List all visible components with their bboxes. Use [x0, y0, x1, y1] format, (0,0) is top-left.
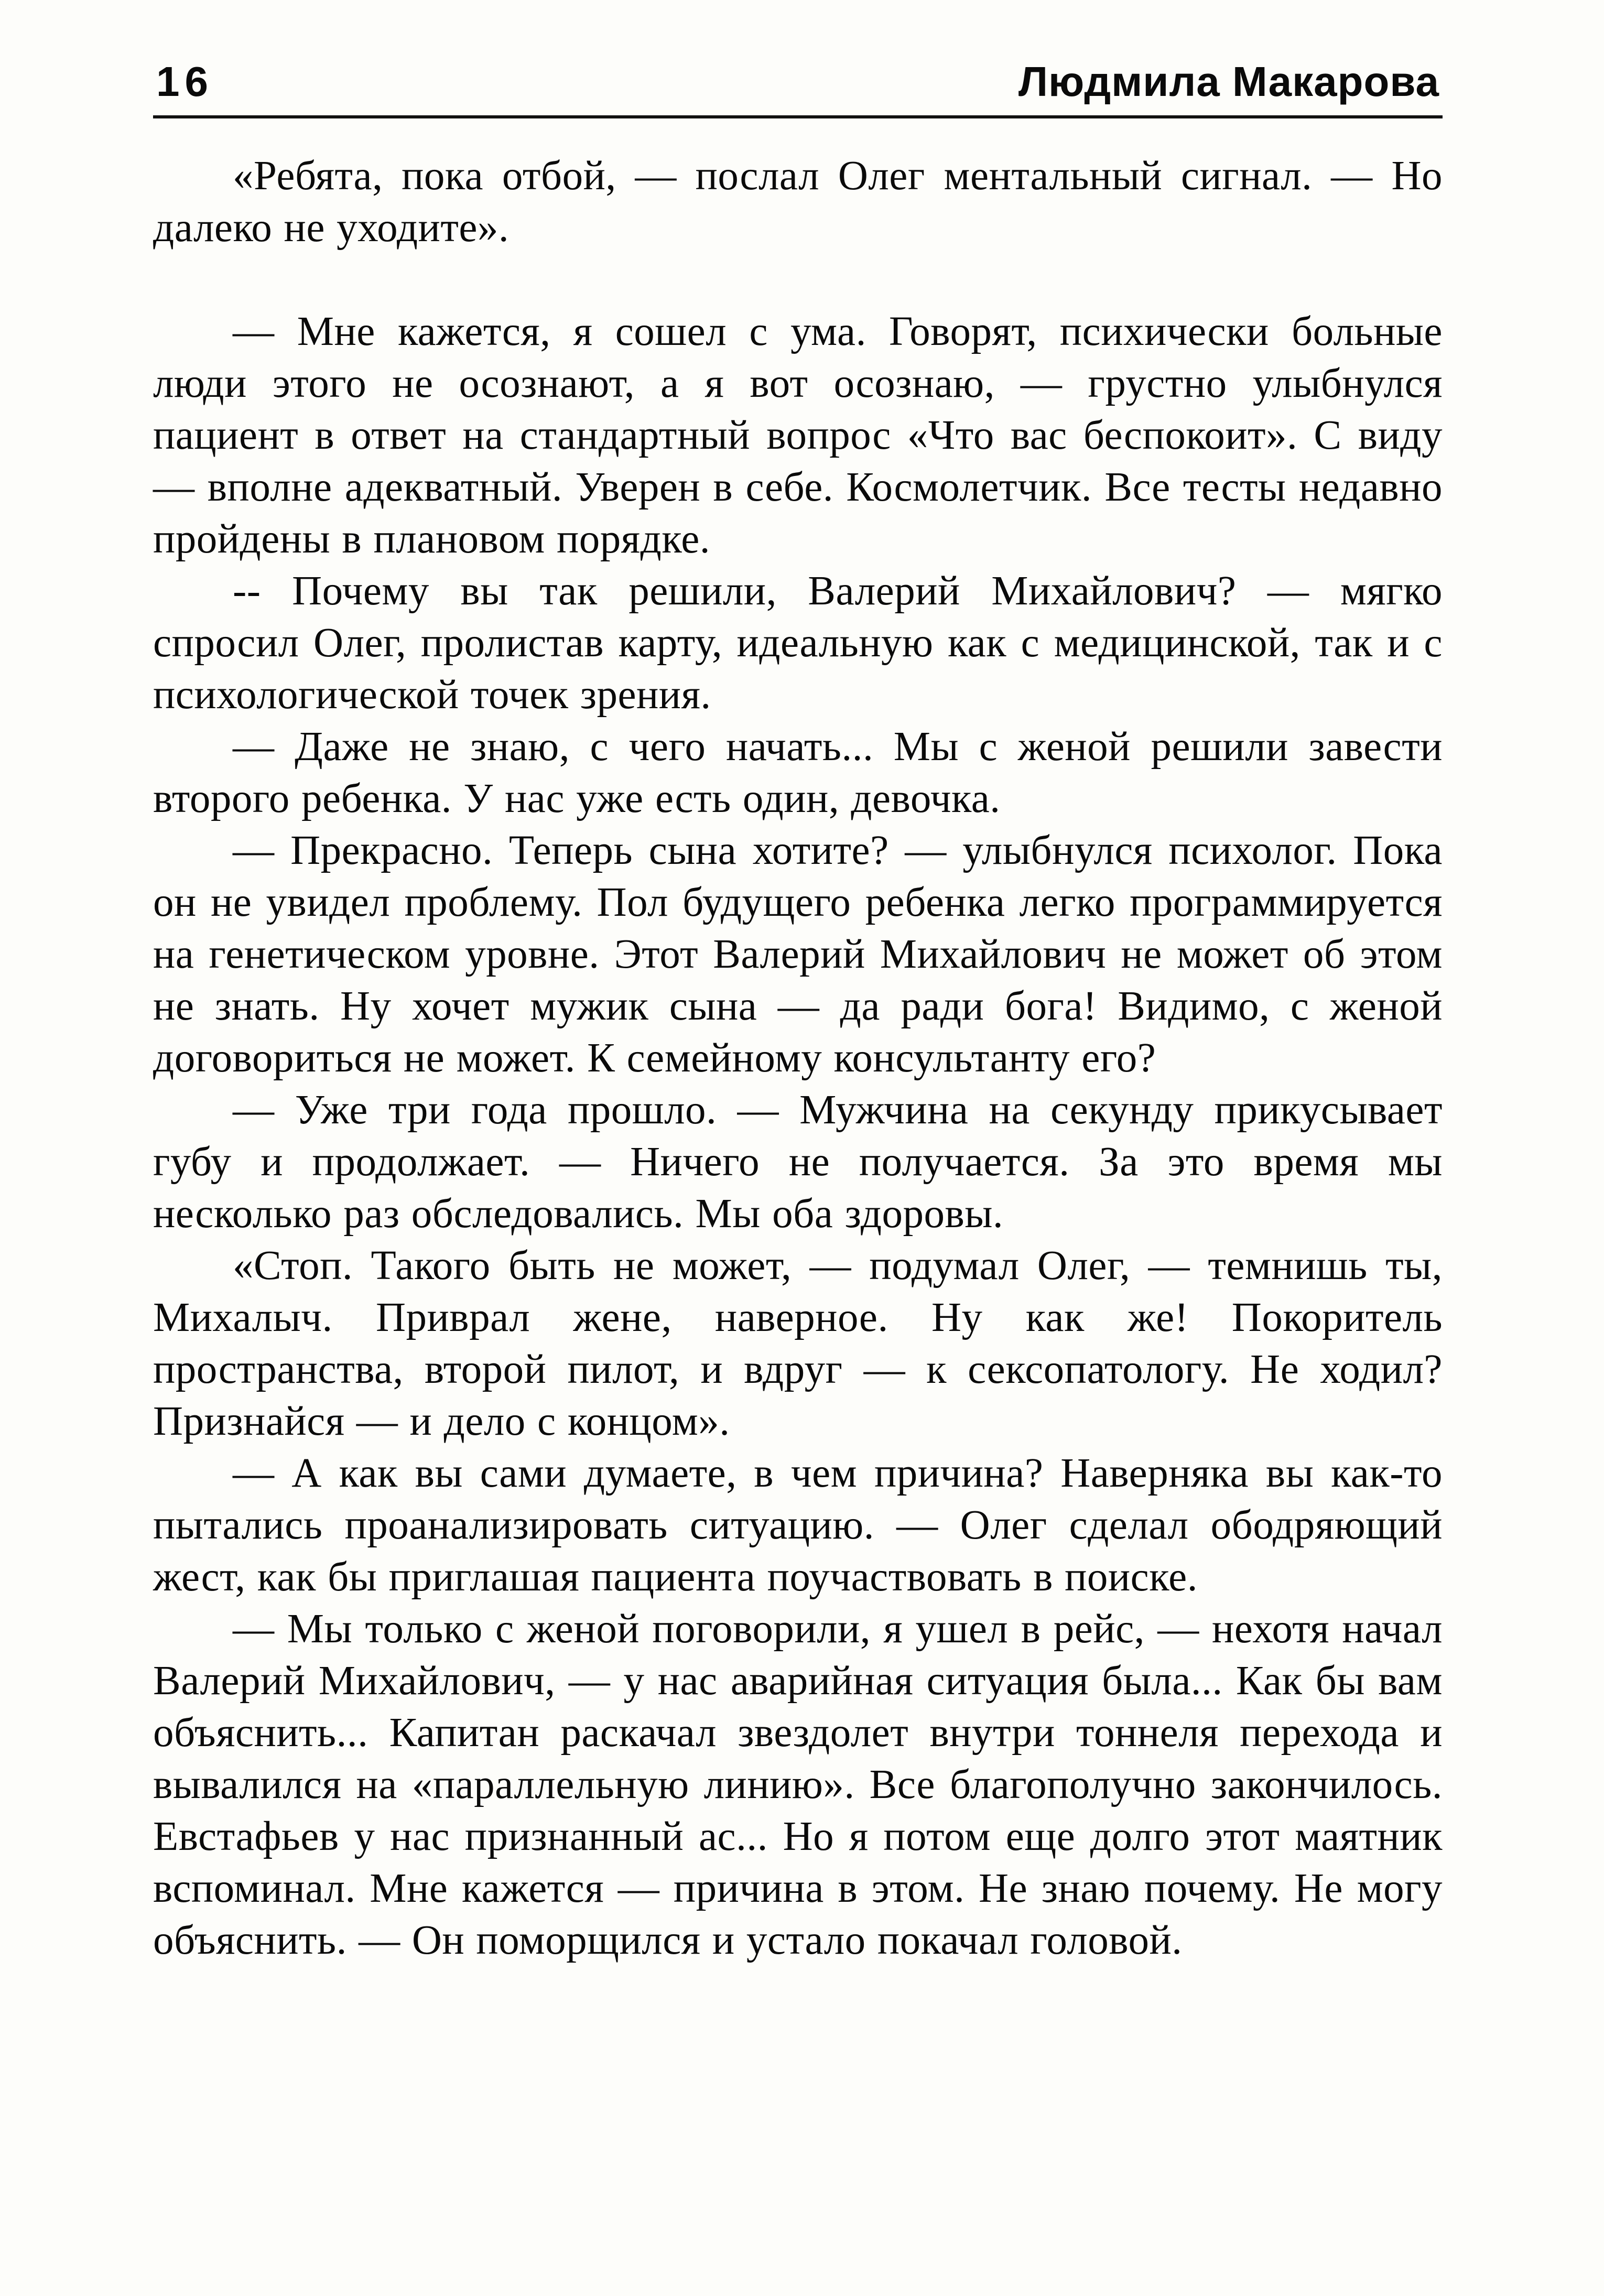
page-text-block — [153, 150, 1443, 1966]
paragraph: -- Почему вы так решили, Валерий Михайлович? — мягко спросил Олег, пролистав карту, идеальную как с медицинской, так и с психологической точек зрения. — [153, 568, 1443, 718]
running-head — [153, 58, 1443, 118]
running-title-author: Людмила Макарова — [1018, 58, 1439, 105]
page-number: 16 — [156, 58, 213, 105]
paragraph: «Стоп. Такого быть не может, — подумал Олег, — темнишь ты, Михалыч. Приврал жене, наверное. Ну как же! Покоритель пространства, второй пилот, и вдруг — к сексопатологу. Не ходил? Признайся — и дело с концом». — [153, 1243, 1443, 1444]
paragraph: — Мне кажется, я сошел с ума. Говорят, психически больные люди этого не осознают, а я вот осознаю, — грустно улыбнулся пациент в ответ на стандартный вопрос «Что вас беспокоит». С виду — вполне адекватный. Уверен в себе. Космолетчик. Все тесты недавно пройдены в плановом порядке. — [153, 309, 1443, 562]
paragraph: «Ребята, пока отбой, — послал Олег ментальный сигнал. — Но далеко не уходите». — [153, 153, 1443, 251]
paragraph: — Мы только с женой поговорили, я ушел в рейс, — нехотя начал Валерий Михайлович, — у нас аварийная ситуация была... Как бы вам объяснить... Капитан раскачал звездолет внутри тоннеля перехода и вывалился на «параллельную линию». Все благополучно закончилось. Евстафьев у нас признанный ас... Но я потом еще долго этот маятник вспоминал. Мне кажется — причина в этом. Не знаю почему. Не могу объяснить. — Он поморщился и устало покачал головой. — [153, 1606, 1443, 1963]
paragraph: — Уже три года прошло. — Мужчина на секунду прикусывает губу и продолжает. — Ничего не получается. За это время мы несколько раз обследовались. Мы оба здоровы. — [153, 1087, 1443, 1237]
paragraph: — А как вы сами думаете, в чем причина? Наверняка вы как-то пытались проанализировать ситуацию. — Олег сделал ободряющий жест, как бы приглашая пациента поучаствовать в поиске. — [153, 1450, 1443, 1600]
paragraph: — Прекрасно. Теперь сына хотите? — улыбнулся психолог. Пока он не увидел проблему. Пол будущего ребенка легко программируется на генетическом уровне. Этот Валерий Михайлович не может об этом не знать. Ну хочет мужик сына — да ради бога! Видимо, с женой договориться не может. К семейному консультанту его? — [153, 828, 1443, 1081]
paragraph: — Даже не знаю, с чего начать... Мы с женой решили завести второго ребенка. У нас уже есть один, девочка. — [153, 724, 1443, 821]
